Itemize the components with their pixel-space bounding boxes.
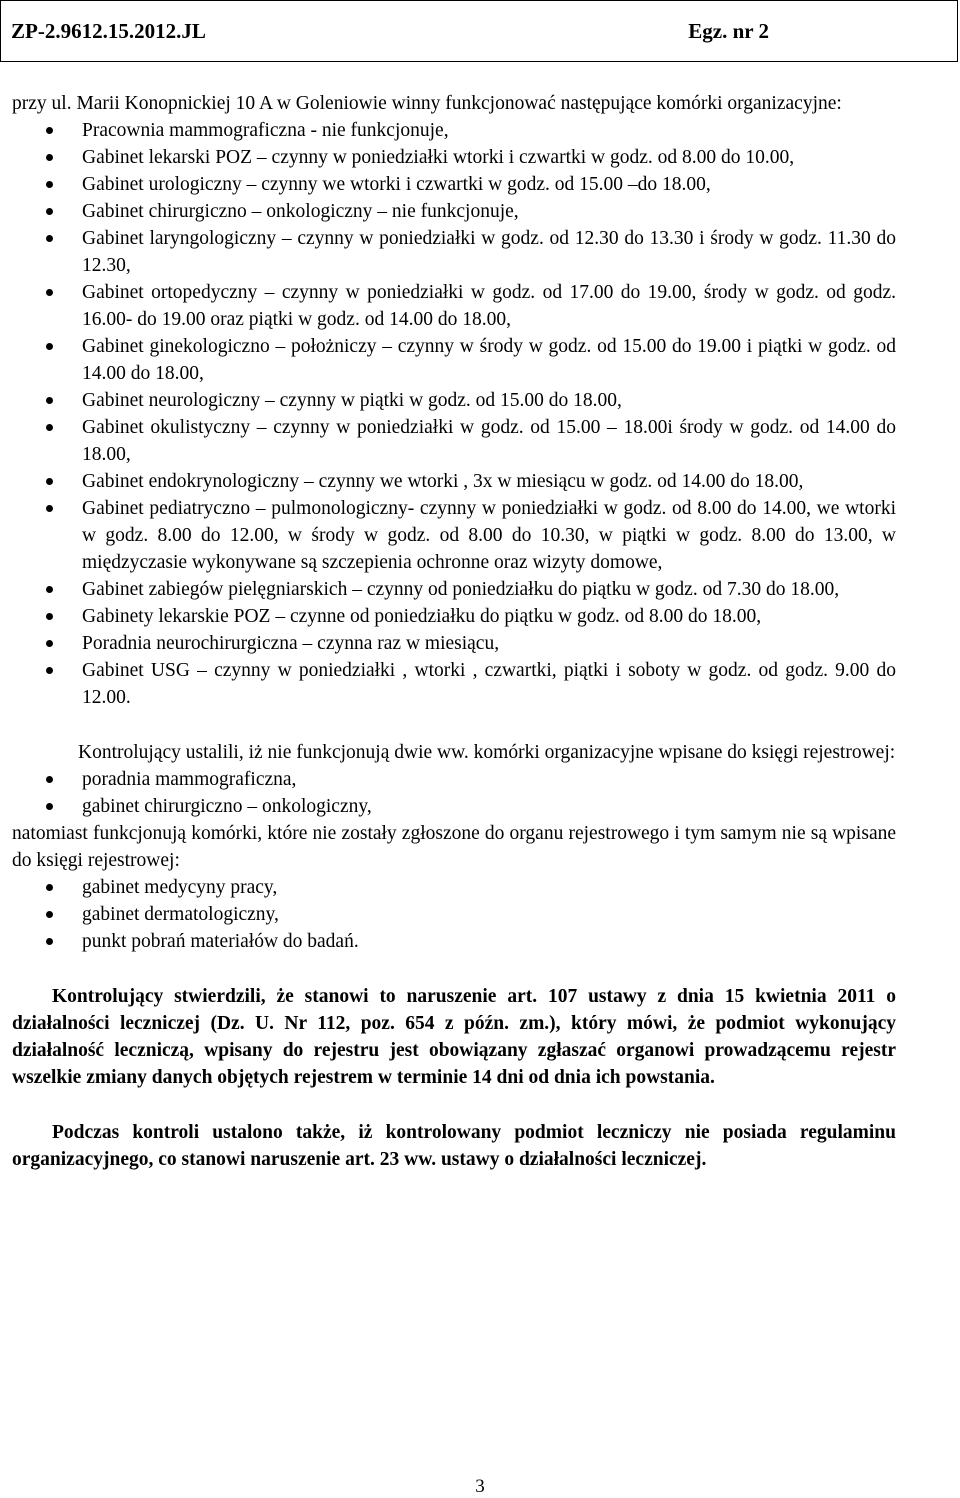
bullet-icon bbox=[46, 424, 53, 431]
list-item: Gabinet neurologiczny – czynny w piątki w godz. od 15.00 do 18.00, bbox=[12, 387, 896, 414]
bullet-icon bbox=[46, 343, 53, 350]
violation-paragraph-2: Podczas kontroli ustalono także, iż kontrolowany podmiot leczniczy nie posiada regulaminu organizacyjnego, co stanowi naruszenie art. 23 ww. ustawy o działalności leczniczej. bbox=[12, 1122, 896, 1170]
however-paragraph: natomiast funkcjonują komórki, które nie zostały zgłoszone do organu rejestrowego i tym samym nie są wpisane do księgi rejestrowej: bbox=[12, 823, 896, 871]
bullet-icon bbox=[46, 911, 53, 918]
list-item: Pracownia mammograficzna - nie funkcjonuje, bbox=[12, 117, 896, 144]
bullet-icon bbox=[46, 803, 53, 810]
copy-number: Egz. nr 2 bbox=[688, 19, 769, 43]
list-item: gabinet dermatologiczny, bbox=[12, 901, 896, 928]
list-item: punkt pobrań materiałów do badań. bbox=[12, 928, 896, 955]
bullet-icon bbox=[46, 884, 53, 891]
list-item: Gabinet okulistyczny – czynny w poniedziałki w godz. od 15.00 – 18.00i środy w godz. od 14.00 do 18.00, bbox=[12, 414, 896, 468]
list-item: Gabinet urologiczny – czynny we wtorki i czwartki w godz. od 15.00 –do 18.00, bbox=[12, 171, 896, 198]
list-item: gabinet chirurgiczno – onkologiczny, bbox=[12, 793, 896, 820]
list-item: Gabinet pediatryczno – pulmonologiczny- czynny w poniedziałki w godz. od 8.00 do 14.00, we wtorki w godz. 8.00 do 12.00, w środy w godz. od 8.00 do 10.30, w piątki w godz. 8.00 do 13.00, w międzyczasie wykonywane są szczepienia ochronne oraz wizyty domowe, bbox=[12, 495, 896, 576]
list-item: Gabinet zabiegów pielęgniarskich – czynny od poniedziałku do piątku w godz. od 7.30 do 18.00, bbox=[12, 576, 896, 603]
list-item: Poradnia neurochirurgiczna – czynna raz w miesiącu, bbox=[12, 630, 896, 657]
list-item: Gabinet chirurgiczno – onkologiczny – nie funkcjonuje, bbox=[12, 198, 896, 225]
list-item: Gabinet USG – czynny w poniedziałki , wtorki , czwartki, piątki i soboty w godz. od godz. 9.00 do 12.00. bbox=[12, 657, 896, 711]
list-item: Gabinet ginekologiczno – położniczy – czynny w środy w godz. od 15.00 do 19.00 i piątki w godz. od 14.00 do 18.00, bbox=[12, 333, 896, 387]
bullet-icon bbox=[46, 613, 53, 620]
violation-paragraph-1: Kontrolujący stwierdzili, że stanowi to naruszenie art. 107 ustawy z dnia 15 kwietnia 2011 o działalności leczniczej (Dz. U. Nr 112, poz. 654 z późn. zm.), który mówi, że podmiot wykonujący działalność leczniczą, wpisany do rejestru jest obowiązany zgłaszać organowi prowadzącemu rejestr wszelkie zmiany danych objętych rejestrem w terminie 14 dni od dnia ich powstania. bbox=[12, 986, 896, 1088]
bullet-icon bbox=[46, 289, 53, 296]
document-header bbox=[0, 0, 958, 62]
list-item: Gabinet lekarski POZ – czynny w poniedziałki wtorki i czwartki w godz. od 8.00 do 10.00, bbox=[12, 144, 896, 171]
bullet-icon bbox=[46, 938, 53, 945]
bullet-icon bbox=[46, 586, 53, 593]
bullet-icon bbox=[46, 208, 53, 215]
bullet-icon bbox=[46, 235, 53, 242]
bullet-icon bbox=[46, 127, 53, 134]
controllers-paragraph: Kontrolujący ustalili, iż nie funkcjonują dwie ww. komórki organizacyjne wpisane do księgi rejestrowej: bbox=[78, 742, 896, 763]
bullet-icon bbox=[46, 776, 53, 783]
bullet-icon bbox=[46, 640, 53, 647]
list-item: poradnia mammograficzna, bbox=[12, 766, 896, 793]
list-item: Gabinety lekarskie POZ – czynne od poniedziałku do piątku w godz. od 8.00 do 18.00, bbox=[12, 603, 896, 630]
not-functioning-list bbox=[12, 766, 896, 820]
bullet-icon bbox=[46, 154, 53, 161]
bullet-icon bbox=[46, 181, 53, 188]
bullet-icon bbox=[46, 397, 53, 404]
list-item: Gabinet ortopedyczny – czynny w poniedziałki w godz. od 17.00 do 19.00, środy w godz. od godz. 16.00- do 19.00 oraz piątki w godz. od 14.00 do 18.00, bbox=[12, 279, 896, 333]
units-list bbox=[12, 117, 896, 711]
list-item: Gabinet endokrynologiczny – czynny we wtorki , 3x w miesiącu w godz. od 14.00 do 18.00, bbox=[12, 468, 896, 495]
list-item: gabinet medycyny pracy, bbox=[12, 874, 896, 901]
bullet-icon bbox=[46, 505, 53, 512]
list-item: Gabinet laryngologiczny – czynny w poniedziałki w godz. od 12.30 do 13.30 i środy w godz. 11.30 do 12.30, bbox=[12, 225, 896, 279]
bullet-icon bbox=[46, 478, 53, 485]
page-number: 3 bbox=[475, 1476, 485, 1497]
document-body bbox=[12, 90, 896, 1173]
unregistered-list bbox=[12, 874, 896, 955]
bullet-icon bbox=[46, 667, 53, 674]
case-number: ZP-2.9612.15.2012.JL bbox=[11, 19, 206, 43]
intro-paragraph: przy ul. Marii Konopnickiej 10 A w Goleniowie winny funkcjonować następujące komórki organizacyjne: bbox=[12, 93, 842, 114]
